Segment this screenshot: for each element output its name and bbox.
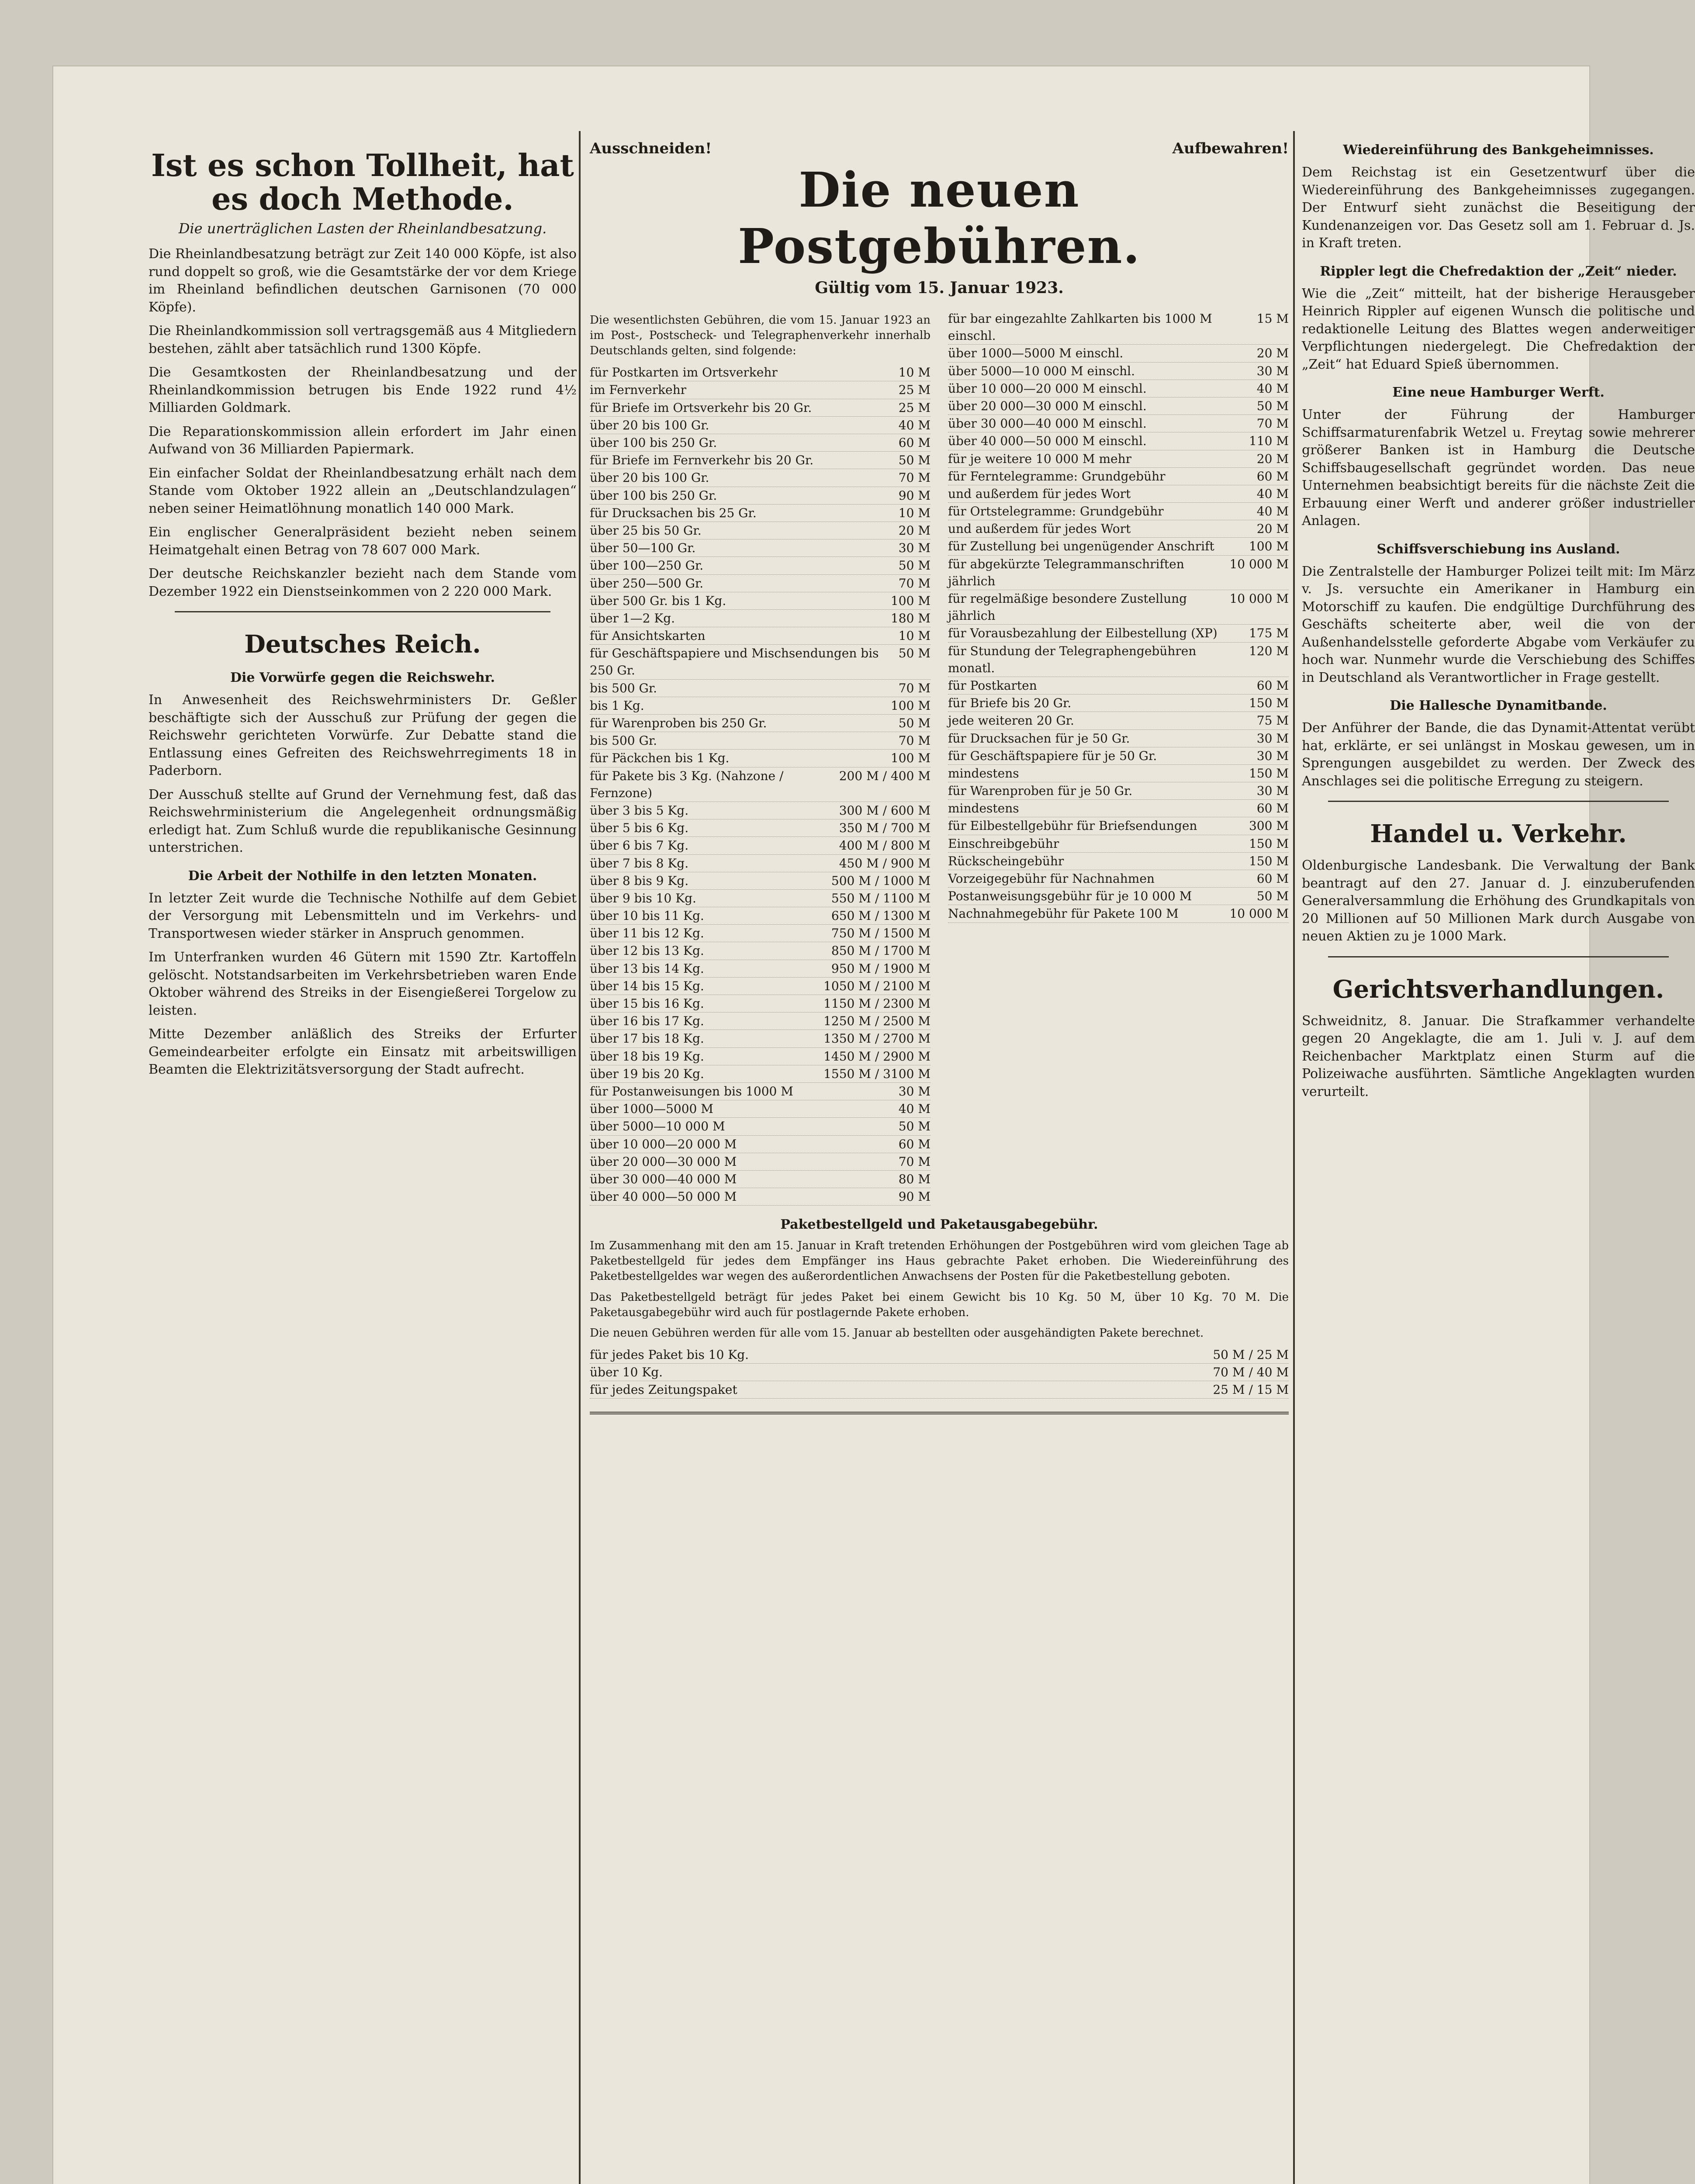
postage-title: Die neuen Postgebühren. [738,162,1141,274]
article-subtitle: Rippler legt die Chefredaktion der „Zeit“ nieder. [1320,263,1677,279]
fee-row [948,712,1289,729]
fee-row [948,485,1289,503]
fee-label: über 250—500 Gr. [590,576,704,591]
fee-row [590,1171,931,1188]
fee-label: für Warenproben für je 50 Gr. [948,784,1133,798]
fee-label: für Ortstelegramme: Grundgebühr [948,504,1164,519]
fee-value: 400 M / 800 M [839,838,931,853]
fee-row [590,732,931,750]
fee-value: 10 M [898,629,931,643]
fee-value: 15 M [1256,311,1289,326]
fee-label: über 1000—5000 M [590,1102,713,1116]
fee-label: bis 500 Gr. [590,733,657,748]
fee-label: über 10 Kg. [590,1365,663,1380]
fee-value: 750 M / 1500 M [831,926,931,941]
fee-value: 50 M [1256,398,1289,413]
fee-value: 300 M / 600 M [839,803,931,818]
fee-label: und außerdem für jedes Wort [948,486,1131,501]
fee-row [590,819,931,837]
fee-row [590,1100,931,1118]
fee-label: über 3 bis 5 Kg. [590,803,689,818]
fee-row [948,677,1289,695]
fee-value: 10 000 M [1229,556,1289,571]
fee-label: und außerdem für jedes Wort [948,522,1131,536]
fee-value: 100 M [890,593,931,608]
article-paragraph: Unter der Führung der Hamburger Schiffsarmaturenfabrik Wetzel u. Freytag sowie mehrerer größerer Banken ist in Hamburg die Deutsche Schiffsbaugesellschaft gegründet worden. Das neue Unternehmen beabsichtigt bereits für die nächste Zeit die Erbauung einer Werft und anderer größer industrieller Anlagen. [1302,407,1695,529]
fee-value: 90 M [898,1189,931,1204]
fee-row [590,1153,931,1171]
fee-value: 350 M / 700 M [839,821,931,836]
column-divider [579,131,581,2184]
left-paragraph: Die Reparationskommission allein erfordert im Jahr einen Aufwand von 36 Milliarden Papiermark. [149,424,577,457]
fee-value: 80 M [898,1171,931,1186]
fee-row [590,837,931,854]
fee-label: für Briefe im Fernverkehr bis 20 Gr. [590,453,814,468]
fee-row [590,995,931,1013]
article-subtitle: Eine neue Hamburger Werft. [1392,385,1605,400]
fee-label: für Pakete bis 3 Kg. (Nahzone / Fernzone) [590,768,784,800]
fee-label: über 1—2 Kg. [590,611,675,625]
fee-row [948,538,1289,555]
fee-value: 50 M / 25 M [1213,1347,1289,1362]
parcel-paragraph: Im Zusammenhang mit den am 15. Januar in Kraft tretenden Erhöhungen der Postgebühren wird vom gleichen Tage ab Paketbestellgeld für jedes dem Empfänger ins Haus gebrachte Paket erhoben. Die Wiedereinführung des Paketbestellgeldes war wegen des außerordentlichen Anwachsens der Posten für die Paketbestellung geboten. [590,1239,1289,1283]
fee-label: Vorzeigegebühr für Nachnahmen [948,871,1155,886]
fee-row [590,399,931,417]
parcel-fee-table [590,1346,1289,1399]
fee-label: bis 1 Kg. [590,698,644,713]
fee-label: für Drucksachen bis 25 Gr. [590,505,757,520]
fee-value: 50 M [1256,889,1289,904]
fee-value: 70 M [1256,416,1289,431]
fee-value: 60 M [1256,469,1289,484]
article-paragraph: In letzter Zeit wurde die Technische Nothilfe auf dem Gebiet der Versorgung mit Lebensmitteln und im Verkehrs- und Transportwesen wieder stärker in Anspruch genommen. [149,890,577,941]
article-paragraph: In Anwesenheit des Reichswehrministers Dr. Geßler beschäftigte sich der Ausschuß zur Prüfung der gegen die Reichswehr gerichteten Vorwürfe. Zur Debatte stand die Entlassung eines Gefreiten des Reichswehrregiments 18 in Paderborn. [149,692,577,778]
fee-value: 70 M [898,470,931,485]
fee-row [590,942,931,960]
fee-label: über 6 bis 7 Kg. [590,838,689,853]
fee-row [948,520,1289,538]
fee-value: 30 M [1256,748,1289,763]
fee-row [590,1065,931,1083]
fee-column-left [590,310,931,1206]
fee-value: 1150 M / 2300 M [823,996,931,1011]
fee-row [948,835,1289,853]
fee-value: 20 M [898,523,931,538]
fee-label: im Fernverkehr [590,383,687,397]
fee-row [948,432,1289,450]
fee-label: über 25 bis 50 Gr. [590,523,702,538]
fee-value: 1550 M / 3100 M [823,1066,931,1081]
fee-value: 70 M [898,576,931,591]
fee-value: 50 M [898,646,931,661]
fee-row [948,765,1289,782]
article-paragraph: Oldenburgische Landesbank. Die Verwaltung der Bank beantragt auf den 27. Januar d. J. einzuberufenden Generalversammlung die Erhöhung des Grundkapitals von 20 Millionen auf 50 Millionen Mark durch Ausgabe von neuen Aktien zu je 1000 Mark. [1302,858,1695,944]
fee-value: 60 M [1256,801,1289,816]
fee-value: 10 000 M [1229,591,1289,606]
fee-label: über 20 000—30 000 M [590,1154,737,1169]
fee-row [948,782,1289,800]
fee-value: 120 M [1249,643,1289,658]
fee-value: 20 M [1256,346,1289,361]
fee-value: 150 M [1249,854,1289,868]
fee-row [590,505,931,522]
fee-row [590,1188,931,1206]
cutout-header [590,140,1289,157]
left-paragraph: Ein einfacher Soldat der Rheinlandbesatzung erhält nach dem Stande vom Oktober 1922 allein an „Deutschlandzulagen“ neben seiner Heimatlöhnung monatlich 140 000 Mark. [149,465,577,516]
fee-row [590,557,931,574]
fee-tables [590,310,1289,1206]
fee-value: 1350 M / 2700 M [823,1031,931,1046]
fee-row [590,715,931,732]
fee-value: 150 M [1249,836,1289,851]
fee-row [948,800,1289,817]
fee-value: 40 M [1256,504,1289,519]
fee-label: bis 500 Gr. [590,681,657,695]
fee-row [590,907,931,925]
fee-label: Einschreibgebühr [948,836,1059,851]
fee-label: mindestens [948,801,1019,816]
fee-value: 950 M / 1900 M [831,961,931,976]
fee-row [948,870,1289,888]
fee-value: 1250 M / 2500 M [823,1014,931,1029]
fee-label: für jedes Zeitungspaket [590,1382,737,1397]
fee-label: für Ansichtskarten [590,629,706,643]
section-title-handel: Handel u. Verkehr. [1370,819,1627,848]
fee-label: über 20 000—30 000 M einschl. [948,398,1147,413]
fee-row [948,363,1289,380]
fee-row [948,730,1289,747]
fee-value: 70 M / 40 M [1213,1365,1289,1380]
fee-value: 150 M [1249,766,1289,781]
fee-value: 100 M [1249,539,1289,554]
fee-label: für Ferntelegramme: Grundgebühr [948,469,1166,484]
fee-label: für abgekürzte Telegrammanschriften jährlich [948,556,1184,588]
fee-row [948,556,1289,590]
fee-label: für regelmäßige besondere Zustellung jährlich [948,591,1187,623]
article-paragraph: Die Zentralstelle der Hamburger Polizei teilt mit: Im März v. Js. versuchte ein Amerikaner in Hamburg ein Motorschiff zu kaufen. Die endgültige Durchführung des Geschäfts scheiterte aber, weil die von der Außenhandelsstelle geforderte Abgabe vom Verkäufer zu hoch war. Nunmehr wurde die Verschiebung des Schiffes in Deutschland als Verantwortlicher in Frage gestellt. [1302,563,1695,685]
article-paragraph: Der Ausschuß stellte auf Grund der Vernehmung fest, daß das Reichswehrministerium die Angelegenheit ordnungsmäßig erledigt hat. Zum Schluß wurde die republikanische Gesinnung unterstrichen. [149,787,577,855]
fee-value: 180 M [890,611,931,625]
fee-label: für Zustellung bei ungenügender Anschrift [948,539,1214,554]
bottom-rule [590,1412,1289,1414]
fee-label: für Postkarten im Ortsverkehr [590,365,778,380]
article-paragraph: Dem Reichstag ist ein Gesetzentwurf über die Wiedereinführung des Bankgeheimnisses zugegangen. Der Entwurf sieht zunächst die Beseitigung der Kundenanzeigen vor. Das Gesetz soll am 1. Februar d. Js. in Kraft treten. [1302,165,1695,251]
article-subtitle: Die Hallesche Dynamitbande. [1390,698,1607,713]
fee-row [948,450,1289,468]
fee-label: mindestens [948,766,1019,781]
fee-row [948,345,1289,362]
article-subtitle: Die Arbeit der Nothilfe in den letzten Monaten. [188,868,537,884]
fee-row [590,750,931,767]
fee-row [590,1118,931,1135]
fee-row [590,381,931,399]
fee-label: Nachnahmegebühr für Pakete 100 M [948,906,1179,921]
fee-value: 40 M [1256,381,1289,396]
fee-row [590,890,931,907]
fee-label: über 5000—10 000 M [590,1119,725,1134]
fee-label: über 40 000—50 000 M [590,1189,737,1204]
fee-label: über 20 bis 100 Gr. [590,418,709,432]
fee-row [590,767,931,802]
fee-row [590,539,931,557]
left-paragraph: Der deutsche Reichskanzler bezieht nach dem Stande vom Dezember 1922 ein Dienstseinkommen von 2 220 000 Mark. [149,566,577,599]
fee-label: über 12 bis 13 Kg. [590,943,704,958]
fee-value: 60 M [898,435,931,450]
fee-value: 20 M [1256,522,1289,536]
fee-label: über 14 bis 15 Kg. [590,978,704,993]
fee-value: 100 M [890,698,931,713]
fee-value: 50 M [898,716,931,731]
fee-value: 90 M [898,488,931,503]
fee-row [590,1083,931,1100]
fee-value: 40 M [898,1102,931,1116]
fee-intro: Die wesentlichsten Gebühren, die vom 15. Januar 1923 an im Post-, Postscheck- und Telegraphenverkehr innerhalb Deutschlands gelten, sind folgende: [590,314,931,358]
fee-row [590,697,931,715]
keep-label: Aufbewahren! [1172,140,1289,157]
fee-row [948,853,1289,870]
fee-label: über 100 bis 250 Gr. [590,488,717,503]
fee-row [948,643,1289,677]
parcel-paragraph: Das Paketbestellgeld beträgt für jedes Paket bei einem Gewicht bis 10 Kg. 50 M, über 10 Kg. 70 M. Die Paketausgabegebühr wird auch für postlagernde Pakete erhoben. [590,1290,1289,1319]
fee-label: für Geschäftspapiere für je 50 Gr. [948,748,1157,763]
fee-value: 25 M / 15 M [1213,1382,1289,1397]
fee-row [590,960,931,978]
fee-row [590,645,931,679]
section-title-deutsches-reich: Deutsches Reich. [244,630,481,659]
fee-label: über 11 bis 12 Kg. [590,926,704,941]
fee-value: 50 M [898,1119,931,1134]
fee-label: über 1000—5000 M einschl. [948,346,1124,361]
fee-value: 30 M [1256,731,1289,746]
fee-row [590,364,931,381]
middle-column [590,131,1289,1414]
fee-value: 60 M [1256,678,1289,693]
fee-row [590,627,931,645]
fee-label: über 40 000—50 000 M einschl. [948,434,1147,449]
article-paragraph: Der Anführer der Bande, die das Dynamit-Attentat verübt hat, erklärte, er sei unlängst in Moskau gewesen, um in Sprengungen ausgebildet zu werden. Der Zweck des Anschlages sei die politische Erregung zu steigern. [1302,720,1695,789]
fee-row [590,978,931,995]
fee-value: 60 M [898,1137,931,1151]
fee-label: über 16 bis 17 Kg. [590,1014,704,1029]
parcel-paragraph: Die neuen Gebühren werden für alle vom 15. Januar ab bestellten oder ausgehändigten Pakete berechnet. [590,1326,1204,1340]
fee-value: 25 M [898,400,931,415]
fee-label: über 10 bis 11 Kg. [590,909,704,923]
separator [1328,956,1669,957]
article-paragraph: Mitte Dezember anläßlich des Streiks der Erfurter Gemeindearbeiter erfolgte ein Einsatz mit arbeitswilligen Beamten die Elektrizitätsversorgung der Stadt aufrecht. [149,1026,577,1077]
fee-label: über 100—250 Gr. [590,558,704,573]
fee-row [590,434,931,452]
section-title-gericht: Gerichtsverhandlungen. [1332,975,1664,1004]
fee-value: 50 M [898,453,931,468]
fee-value: 10 000 M [1229,906,1289,921]
fee-label: für je weitere 10 000 M mehr [948,451,1131,466]
fee-row [590,1030,931,1047]
fee-label: über 20 bis 100 Gr. [590,470,709,485]
fee-row [590,575,931,592]
fee-row [948,590,1289,625]
fee-label: über 15 bis 16 Kg. [590,996,704,1011]
fee-value: 40 M [1256,486,1289,501]
fee-value: 500 M / 1000 M [831,873,931,888]
fee-value: 850 M / 1700 M [831,943,931,958]
fee-row [590,592,931,610]
separator [1328,801,1669,802]
fee-row [590,1381,1289,1399]
left-paragraph: Die Rheinlandbesatzung beträgt zur Zeit 140 000 Köpfe, ist also rund doppelt so groß, wie die Gesamtstärke der vor dem Kriege im Rheinland befindlichen deutschen Garnisonen (70 000 Köpfe). [149,246,577,315]
fee-label: über 100 bis 250 Gr. [590,435,717,450]
left-paragraph: Ein englischer Generalpräsident bezieht neben seinem Heimatgehalt einen Betrag von 78 607 000 Mark. [149,525,577,558]
fee-value: 150 M [1249,696,1289,711]
left-paragraph: Die Rheinlandkommission soll vertragsgemäß aus 4 Mitgliedern bestehen, zählt aber tatsächlich rund 1300 Köpfe. [149,323,577,356]
fee-row [590,452,931,469]
fee-row [590,855,931,872]
fee-row [948,397,1289,415]
fee-value: 50 M [898,558,931,573]
fee-value: 30 M [898,1084,931,1099]
fee-label: über 5 bis 6 Kg. [590,821,689,836]
fee-row [590,1364,1289,1381]
fee-label: für Postkarten [948,678,1037,693]
fee-label: für Warenproben bis 250 Gr. [590,716,767,731]
fee-label: für bar eingezahlte Zahlkarten bis 1000 M einschl. [948,311,1212,343]
fee-row [590,1346,1289,1364]
fee-row [948,888,1289,905]
fee-row [590,610,931,627]
fee-row [590,680,931,697]
right-column [1302,131,1695,1107]
fee-label: Rückscheingebühr [948,854,1064,868]
fee-label: über 7 bis 8 Kg. [590,856,689,871]
fee-label: über 13 bis 14 Kg. [590,961,704,976]
fee-row [948,380,1289,397]
fee-value: 30 M [898,541,931,556]
fee-label: Postanweisungsgebühr für je 10 000 M [948,889,1192,904]
left-column [149,131,577,1085]
fee-label: über 10 000—20 000 M [590,1137,737,1151]
article-paragraph: Im Unterfranken wurden 46 Gütern mit 1590 Ztr. Kartoffeln gelöscht. Notstandsarbeiten im Verkehrsbetrieben waren Ende Oktober während des Streiks in der Eisengießerei Torgelow zu leisten. [149,950,577,1018]
fee-row [948,468,1289,485]
fee-value: 75 M [1256,713,1289,728]
fee-value: 70 M [898,733,931,748]
fee-label: für Geschäftspapiere und Mischsendungen bis 250 Gr. [590,646,879,678]
left-headline: Ist es schon Tollheit, hat es doch Methode. [151,147,574,217]
fee-label: für Eilbestellgebühr für Briefsendungen [948,819,1197,833]
fee-row [590,925,931,942]
fee-label: über 10 000—20 000 M einschl. [948,381,1147,396]
fee-label: über 500 Gr. bis 1 Kg. [590,593,726,608]
fee-value: 70 M [898,681,931,695]
fee-value: 70 M [898,1154,931,1169]
article-paragraph: Schweidnitz, 8. Januar. Die Strafkammer verhandelte gegen 20 Angeklagte, die am 1. Juli v. J. auf dem Reichenbacher Marktplatz einen Sturm auf die Polizeiwache ausführten. Sämtliche Angeklagten wurden verurteilt. [1302,1013,1695,1099]
fee-value: 1050 M / 2100 M [823,978,931,993]
fee-value: 550 M / 1100 M [831,891,931,905]
fee-row [948,310,1289,345]
fee-value: 30 M [1256,784,1289,798]
fee-value: 10 M [898,365,931,380]
fee-label: über 17 bis 18 Kg. [590,1031,704,1046]
fee-row [948,905,1289,923]
fee-label: für Postanweisungen bis 1000 M [590,1084,793,1099]
cutout-label: Ausschneiden! [590,140,712,157]
fee-value: 40 M [898,418,931,432]
article-subtitle: Schiffsverschiebung ins Ausland. [1377,541,1620,557]
fee-label: über 5000—10 000 M einschl. [948,363,1135,378]
fee-label: über 9 bis 10 Kg. [590,891,696,905]
fee-label: über 30 000—40 000 M einschl. [948,416,1147,431]
fee-row [948,415,1289,432]
article-subtitle: Die Vorwürfe gegen die Reichswehr. [230,670,495,685]
fee-label: für Stundung der Telegraphengebühren monatl. [948,643,1197,675]
fee-row [590,522,931,539]
fee-row [590,1136,931,1153]
fee-value: 450 M / 900 M [839,856,931,871]
fee-value: 25 M [898,383,931,397]
fee-value: 200 M / 400 M [839,768,931,783]
parcel-subtitle: Paketbestellgeld und Paketausgabegebühr. [780,1217,1098,1233]
fee-label: jede weiteren 20 Gr. [948,713,1074,728]
fee-value: 10 M [898,505,931,520]
fee-value: 650 M / 1300 M [831,909,931,923]
fee-value: 300 M [1249,819,1289,833]
column-divider [1293,131,1295,2184]
fee-row [948,747,1289,765]
fee-value: 60 M [1256,871,1289,886]
fee-row [590,872,931,890]
fee-label: für Päckchen bis 1 Kg. [590,751,730,766]
newspaper-page [52,66,1695,2184]
fee-label: über 18 bis 19 Kg. [590,1049,704,1064]
fee-label: über 50—100 Gr. [590,541,696,556]
fee-value: 110 M [1249,434,1289,449]
fee-row [590,417,931,434]
left-kicker: Die unerträglichen Lasten der Rheinlandbesatzung. [178,220,547,237]
fee-row [590,802,931,819]
separator [175,611,550,612]
valid-date: Gültig vom 15. Januar 1923. [815,279,1064,297]
fee-label: für Vorausbezahlung der Eilbestellung (XP) [948,626,1218,641]
left-paragraph: Die Gesamtkosten der Rheinlandbesatzung und der Rheinlandkommission betrugen bis Ende 1922 rund 4½ Milliarden Goldmark. [149,365,577,415]
fee-row [948,503,1289,520]
fee-label: für jedes Paket bis 10 Kg. [590,1347,749,1362]
fee-row [948,625,1289,642]
fee-row [948,695,1289,712]
fee-label: für Briefe bis 20 Gr. [948,696,1072,711]
fee-label: über 8 bis 9 Kg. [590,873,689,888]
fee-value: 20 M [1256,451,1289,466]
fee-column-right [948,310,1289,1206]
fee-label: über 30 000—40 000 M [590,1171,737,1186]
fee-row [590,1048,931,1065]
fee-value: 175 M [1249,626,1289,641]
fee-label: für Briefe im Ortsverkehr bis 20 Gr. [590,400,812,415]
fee-label: über 19 bis 20 Kg. [590,1066,704,1081]
article-subtitle: Wiedereinführung des Bankgeheimnisses. [1343,142,1654,158]
fee-label: für Drucksachen für je 50 Gr. [948,731,1130,746]
fee-row [590,487,931,505]
fee-value: 100 M [890,751,931,766]
fee-row [948,817,1289,835]
fee-row [590,469,931,487]
fee-row [590,1013,931,1030]
fee-value: 1450 M / 2900 M [823,1049,931,1064]
article-paragraph: Wie die „Zeit“ mitteilt, hat der bisherige Herausgeber Heinrich Rippler auf eigenen Wunsch die politische und redaktionelle Leitung des Blattes wegen anderweitiger Verpflichtungen niedergelegt. Die Chefredaktion der „Zeit“ hat Eduard Spieß übernommen. [1302,286,1695,372]
fee-value: 30 M [1256,363,1289,378]
